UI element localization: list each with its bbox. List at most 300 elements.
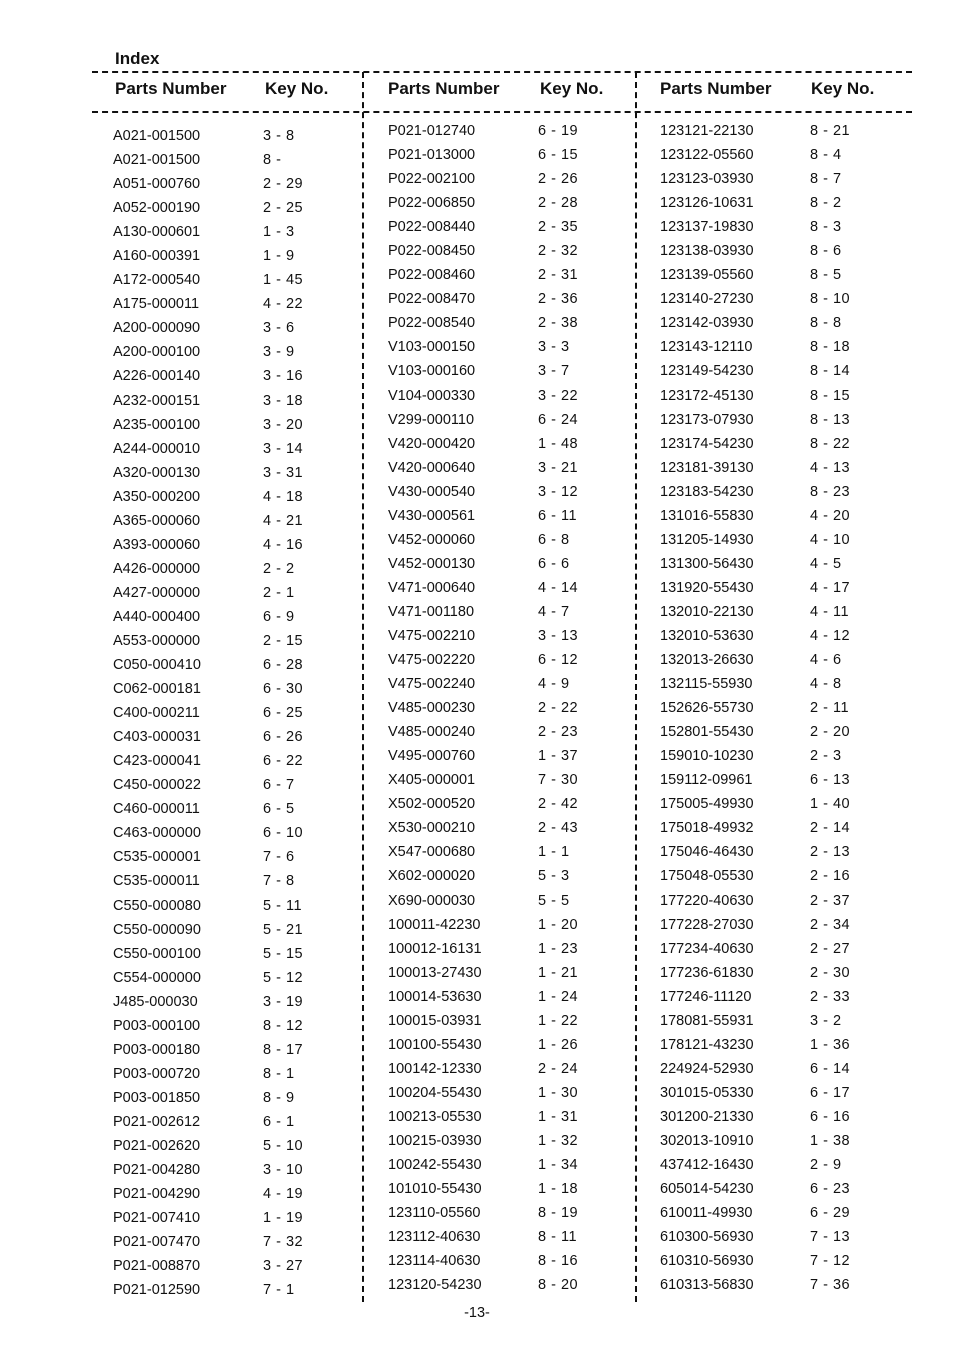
- parts-number: A175-000011: [113, 296, 200, 313]
- key-number: 1 - 30: [538, 1084, 579, 1101]
- key-number: 2 - 34: [810, 916, 851, 933]
- key-number: 4 - 13: [810, 459, 851, 476]
- key-number: 4 - 21: [263, 512, 304, 529]
- key-number: 6 - 25: [263, 705, 304, 722]
- key-number: 6 - 14: [810, 1060, 851, 1077]
- key-number: 1 - 19: [263, 1210, 304, 1227]
- parts-number: P021-013000: [388, 147, 476, 164]
- key-number: 8 - 6: [810, 243, 842, 260]
- parts-number: 131300-56430: [660, 555, 754, 572]
- key-number: 8 - 7: [810, 171, 842, 188]
- key-number: 1 - 40: [810, 796, 851, 813]
- parts-number: X502-000520: [388, 796, 476, 813]
- parts-number: 123172-45130: [660, 387, 754, 404]
- key-number: 4 - 11: [810, 603, 850, 620]
- parts-number: 123122-05560: [660, 147, 754, 164]
- key-number: 1 - 22: [538, 1012, 579, 1029]
- key-number: 3 - 12: [538, 483, 579, 500]
- parts-number: C535-000011: [113, 873, 200, 890]
- key-number: 5 - 21: [263, 921, 304, 938]
- parts-number: 131920-55430: [660, 579, 754, 596]
- key-number: 2 - 31: [538, 267, 579, 284]
- parts-number: P022-002100: [388, 171, 476, 188]
- key-number: 6 - 6: [538, 555, 570, 572]
- parts-number: A130-000601: [113, 224, 201, 241]
- key-number: 2 - 23: [538, 724, 579, 741]
- parts-number: V430-000561: [388, 507, 476, 524]
- parts-number: C550-000080: [113, 897, 201, 914]
- parts-number: V475-002240: [388, 676, 476, 693]
- key-number: 6 - 24: [538, 411, 579, 428]
- parts-number: 123114-40630: [388, 1253, 481, 1270]
- parts-number: 610011-49930: [660, 1205, 753, 1222]
- key-number: 8 - 21: [810, 123, 851, 139]
- key-number: 2 - 36: [538, 291, 579, 308]
- key-number: 6 - 10: [263, 825, 304, 842]
- key-number: 3 - 13: [538, 627, 579, 644]
- key-number: 1 - 48: [538, 435, 579, 452]
- key-number: 6 - 5: [263, 801, 295, 818]
- key-number: 1 - 26: [538, 1036, 579, 1053]
- parts-number: 100013-27430: [388, 964, 482, 981]
- key-number: 3 - 21: [538, 459, 579, 476]
- parts-number: C400-000211: [113, 705, 200, 722]
- key-number: 8 - 19: [538, 1205, 579, 1222]
- key-number: 2 - 30: [810, 964, 851, 981]
- key-number: 1 - 32: [538, 1132, 579, 1149]
- key-number: 2 - 1: [263, 584, 295, 601]
- parts-number: P021-004290: [113, 1186, 201, 1203]
- parts-number: P022-008460: [388, 267, 476, 284]
- key-number: 2 - 42: [538, 796, 579, 813]
- key-number: 4 - 22: [263, 296, 304, 313]
- key-number: 3 - 19: [263, 993, 304, 1010]
- parts-number: 123181-39130: [660, 459, 754, 476]
- parts-number: X547-000680: [388, 844, 476, 861]
- key-number: 4 - 18: [263, 488, 304, 505]
- key-number: 1 - 34: [538, 1157, 579, 1174]
- parts-number: 610300-56930: [660, 1229, 754, 1246]
- key-number: 2 - 29: [263, 176, 304, 193]
- key-number: 2 - 43: [538, 820, 579, 837]
- page-number: -13-: [464, 1305, 490, 1321]
- key-number: 2 - 37: [810, 892, 851, 909]
- header-top-rule: [92, 71, 912, 73]
- parts-number: C403-000031: [113, 729, 201, 746]
- parts-number: V495-000760: [388, 748, 476, 765]
- key-number: 7 - 13: [810, 1229, 851, 1246]
- header-bottom-rule: [92, 111, 912, 113]
- key-number: 6 - 16: [810, 1108, 851, 1125]
- parts-number: 178081-55931: [660, 1012, 754, 1029]
- key-number: 5 - 11: [263, 897, 303, 914]
- parts-number: 123121-22130: [660, 123, 754, 139]
- parts-number: A226-000140: [113, 368, 201, 385]
- parts-number: 152626-55730: [660, 700, 754, 717]
- parts-number: 177246-11120: [660, 988, 752, 1005]
- key-number: 2 - 25: [263, 200, 304, 217]
- key-number: 4 - 20: [810, 507, 851, 524]
- parts-number: 100012-16131: [388, 940, 482, 957]
- parts-number: C550-000090: [113, 921, 201, 938]
- parts-number: 123120-54230: [388, 1277, 482, 1294]
- parts-number: P021-007470: [113, 1234, 201, 1251]
- parts-number: 100142-12330: [388, 1060, 482, 1077]
- key-number: 5 - 15: [263, 945, 304, 962]
- key-number: 6 - 1: [263, 1113, 295, 1130]
- key-number: 7 - 6: [263, 849, 295, 866]
- key-number: 6 - 13: [810, 772, 851, 789]
- key-number: 7 - 8: [263, 873, 295, 890]
- key-number: 1 - 24: [538, 988, 579, 1005]
- key-number: 2 - 33: [810, 988, 851, 1005]
- parts-number: A021-001500: [113, 128, 201, 144]
- parts-number: P003-000720: [113, 1065, 201, 1082]
- key-number: 4 - 17: [810, 579, 851, 596]
- parts-number: V471-000640: [388, 579, 476, 596]
- parts-number: 132115-55930: [660, 676, 753, 693]
- key-number: 4 - 19: [263, 1186, 304, 1203]
- parts-number: 100015-03931: [388, 1012, 482, 1029]
- col1-key-no-header: Key No.: [265, 79, 329, 98]
- key-number: 2 - 15: [263, 632, 304, 649]
- key-number: 8 - 1: [263, 1065, 295, 1082]
- key-number: 6 - 22: [263, 753, 304, 770]
- parts-number: P003-001850: [113, 1089, 201, 1106]
- parts-number: A365-000060: [113, 512, 201, 529]
- key-number: 8 - 3: [810, 219, 842, 236]
- parts-number: A427-000000: [113, 584, 201, 601]
- key-number: 7 - 36: [810, 1277, 851, 1294]
- col2-key-no-header: Key No.: [540, 79, 604, 98]
- key-number: 3 - 14: [263, 440, 304, 457]
- parts-number: 152801-55430: [660, 724, 754, 741]
- parts-number: A172-000540: [113, 272, 201, 289]
- key-number: 7 - 12: [810, 1253, 851, 1270]
- key-number: 6 - 28: [263, 657, 304, 674]
- parts-number: 178121-43230: [660, 1036, 754, 1053]
- parts-number: C423-000041: [113, 753, 201, 770]
- key-number: 2 - 27: [810, 940, 851, 957]
- key-number: 8 - 23: [810, 483, 851, 500]
- parts-number: 302013-10910: [660, 1132, 754, 1149]
- parts-number: A440-000400: [113, 608, 201, 625]
- parts-number: 123149-54230: [660, 363, 754, 380]
- key-number: 1 - 31: [538, 1108, 579, 1125]
- parts-number: 123138-03930: [660, 243, 754, 260]
- key-number: 3 - 18: [263, 392, 304, 409]
- parts-number: A200-000100: [113, 344, 201, 361]
- parts-number: V103-000160: [388, 363, 476, 380]
- parts-number: P022-008440: [388, 219, 476, 236]
- key-number: 4 - 14: [538, 579, 579, 596]
- key-number: 6 - 19: [538, 123, 579, 139]
- parts-number: 123139-05560: [660, 267, 754, 284]
- key-number: 2 - 22: [538, 700, 579, 717]
- key-number: 7 - 30: [538, 772, 579, 789]
- parts-number: C554-000000: [113, 969, 201, 986]
- key-number: 8 -: [263, 152, 282, 169]
- key-number: 6 - 8: [538, 531, 570, 548]
- key-number: 3 - 7: [538, 363, 570, 380]
- col3-parts-number-header: Parts Number: [660, 79, 772, 98]
- column-divider-2: [635, 72, 637, 1302]
- parts-number: X690-000030: [388, 892, 476, 909]
- parts-number: 177236-61830: [660, 964, 754, 981]
- parts-number: X530-000210: [388, 820, 476, 837]
- column-divider-1: [362, 72, 364, 1302]
- parts-number: 123123-03930: [660, 171, 754, 188]
- parts-number: 123174-54230: [660, 435, 754, 452]
- key-number: 2 - 24: [538, 1060, 579, 1077]
- key-number: 4 - 6: [810, 652, 842, 669]
- col1-parts-number-header: Parts Number: [115, 79, 227, 98]
- parts-number: 301200-21330: [660, 1108, 754, 1125]
- key-number: 2 - 28: [538, 195, 579, 212]
- key-number: 5 - 5: [538, 892, 570, 909]
- parts-number: C050-000410: [113, 657, 201, 674]
- parts-number: P021-007410: [113, 1210, 201, 1227]
- key-number: 1 - 45: [263, 272, 304, 289]
- key-number: 1 - 37: [538, 748, 579, 765]
- parts-number: P022-008470: [388, 291, 476, 308]
- parts-number: 123126-10631: [660, 195, 754, 212]
- key-number: 8 - 10: [810, 291, 851, 308]
- parts-number: A051-000760: [113, 176, 201, 193]
- key-number: 4 - 10: [810, 531, 851, 548]
- parts-number: V475-002210: [388, 627, 476, 644]
- key-number: 4 - 7: [538, 603, 570, 620]
- key-number: 1 - 36: [810, 1036, 851, 1053]
- parts-number: 123173-07930: [660, 411, 754, 428]
- key-number: 4 - 9: [538, 676, 570, 693]
- parts-number: V452-000060: [388, 531, 476, 548]
- parts-number: A393-000060: [113, 536, 201, 553]
- parts-number: 301015-05330: [660, 1084, 754, 1101]
- key-number: 3 - 16: [263, 368, 304, 385]
- key-number: 8 - 18: [810, 339, 851, 356]
- key-number: 6 - 17: [810, 1084, 851, 1101]
- key-number: 1 - 20: [538, 916, 579, 933]
- parts-number: 610313-56830: [660, 1277, 754, 1294]
- parts-number: 175046-46430: [660, 844, 754, 861]
- key-number: 5 - 3: [538, 868, 570, 885]
- parts-number: P021-002620: [113, 1137, 201, 1154]
- key-number: 8 - 22: [810, 435, 851, 452]
- key-number: 6 - 23: [810, 1181, 851, 1198]
- parts-number: P022-008540: [388, 315, 476, 332]
- parts-number: 175018-49932: [660, 820, 754, 837]
- parts-number: 224924-52930: [660, 1060, 754, 1077]
- parts-number: V420-000640: [388, 459, 476, 476]
- parts-number: 123142-03930: [660, 315, 754, 332]
- key-number: 1 - 38: [810, 1132, 851, 1149]
- parts-number: C463-000000: [113, 825, 201, 842]
- parts-number: C550-000100: [113, 945, 201, 962]
- parts-number: 132010-22130: [660, 603, 754, 620]
- parts-number: 100204-55430: [388, 1084, 482, 1101]
- parts-number: 159112-09961: [660, 772, 753, 789]
- key-number: 6 - 29: [810, 1205, 851, 1222]
- key-number: 2 - 11: [810, 700, 850, 717]
- parts-number: P022-008450: [388, 243, 476, 260]
- key-number: 4 - 16: [263, 536, 304, 553]
- key-number: 3 - 9: [263, 344, 295, 361]
- parts-number: A200-000090: [113, 320, 201, 337]
- key-number: 4 - 12: [810, 627, 851, 644]
- key-number: 3 - 10: [263, 1162, 304, 1179]
- parts-number: V471-001180: [388, 603, 475, 620]
- key-number: 2 - 14: [810, 820, 851, 837]
- key-number: 6 - 15: [538, 147, 579, 164]
- col3-key-no-header: Key No.: [811, 79, 875, 98]
- parts-number: A160-000391: [113, 248, 201, 265]
- key-number: 1 - 18: [538, 1181, 579, 1198]
- parts-number: 100215-03930: [388, 1132, 482, 1149]
- col2-parts-number-header: Parts Number: [388, 79, 500, 98]
- parts-number: 123137-19830: [660, 219, 754, 236]
- key-number: 3 - 27: [263, 1258, 304, 1275]
- parts-number: P021-012740: [388, 123, 476, 139]
- key-number: 4 - 8: [810, 676, 842, 693]
- key-number: 8 - 16: [538, 1253, 579, 1270]
- parts-number: C450-000022: [113, 777, 201, 794]
- key-number: 5 - 10: [263, 1137, 304, 1154]
- key-number: 3 - 22: [538, 387, 579, 404]
- page-title: Index: [115, 49, 160, 68]
- key-number: 6 - 7: [263, 777, 295, 794]
- key-number: 7 - 32: [263, 1234, 304, 1251]
- parts-number: 177220-40630: [660, 892, 754, 909]
- parts-number: P003-000100: [113, 1017, 201, 1034]
- key-number: 6 - 12: [538, 652, 579, 669]
- key-number: 2 - 26: [538, 171, 579, 188]
- parts-number: V430-000540: [388, 483, 476, 500]
- parts-number: P021-004280: [113, 1162, 201, 1179]
- parts-number: 175048-05530: [660, 868, 754, 885]
- parts-number: X405-000001: [388, 772, 476, 789]
- key-number: 3 - 6: [263, 320, 295, 337]
- key-number: 2 - 2: [263, 560, 295, 577]
- parts-number: A350-000200: [113, 488, 201, 505]
- key-number: 2 - 38: [538, 315, 579, 332]
- parts-number: V103-000150: [388, 339, 476, 356]
- parts-number: 175005-49930: [660, 796, 754, 813]
- parts-number: A426-000000: [113, 560, 201, 577]
- parts-number: V104-000330: [388, 387, 476, 404]
- parts-number: X602-000020: [388, 868, 476, 885]
- parts-number: 610310-56930: [660, 1253, 754, 1270]
- parts-number: 177234-40630: [660, 940, 754, 957]
- parts-number: P021-002612: [113, 1113, 201, 1130]
- key-number: 1 - 3: [263, 224, 295, 241]
- parts-number: P022-006850: [388, 195, 476, 212]
- key-number: 1 - 23: [538, 940, 579, 957]
- parts-number: P003-000180: [113, 1041, 201, 1058]
- parts-number: 123112-40630: [388, 1229, 481, 1246]
- parts-number: V452-000130: [388, 555, 476, 572]
- parts-number: 605014-54230: [660, 1181, 754, 1198]
- parts-number: 131016-55830: [660, 507, 754, 524]
- key-number: 8 - 9: [263, 1089, 295, 1106]
- parts-number: A052-000190: [113, 200, 201, 217]
- parts-number: C062-000181: [113, 681, 201, 698]
- key-number: 8 - 15: [810, 387, 851, 404]
- key-number: 5 - 12: [263, 969, 304, 986]
- key-number: 3 - 3: [538, 339, 570, 356]
- parts-number: P021-008870: [113, 1258, 201, 1275]
- key-number: 8 - 14: [810, 363, 851, 380]
- parts-number: 132010-53630: [660, 627, 754, 644]
- parts-number: C460-000011: [113, 801, 200, 818]
- key-number: 2 - 3: [810, 748, 842, 765]
- key-number: 4 - 5: [810, 555, 842, 572]
- parts-number: 100100-55430: [388, 1036, 482, 1053]
- parts-number: V420-000420: [388, 435, 476, 452]
- key-number: 3 - 20: [263, 416, 304, 433]
- key-number: 2 - 20: [810, 724, 851, 741]
- parts-number: A235-000100: [113, 416, 201, 433]
- key-number: 8 - 13: [810, 411, 851, 428]
- parts-number: 132013-26630: [660, 652, 754, 669]
- key-number: 8 - 5: [810, 267, 842, 284]
- key-number: 2 - 13: [810, 844, 851, 861]
- parts-number: A553-000000: [113, 632, 201, 649]
- key-number: 8 - 4: [810, 147, 842, 164]
- parts-number: V485-000240: [388, 724, 476, 741]
- key-number: 2 - 9: [810, 1157, 842, 1174]
- key-number: 6 - 26: [263, 729, 304, 746]
- key-number: 3 - 31: [263, 464, 304, 481]
- key-number: 2 - 32: [538, 243, 579, 260]
- parts-number: A021-001500: [113, 152, 201, 169]
- parts-number: A320-000130: [113, 464, 201, 481]
- key-number: 3 - 2: [810, 1012, 842, 1029]
- key-number: 6 - 30: [263, 681, 304, 698]
- parts-number: 100242-55430: [388, 1157, 482, 1174]
- key-number: 1 - 21: [538, 964, 579, 981]
- parts-number: 100011-42230: [388, 916, 481, 933]
- key-number: 2 - 35: [538, 219, 579, 236]
- key-number: 7 - 1: [263, 1282, 295, 1299]
- key-number: 6 - 11: [538, 507, 578, 524]
- parts-number: V299-000110: [388, 411, 475, 428]
- key-number: 2 - 16: [810, 868, 851, 885]
- parts-number: 159010-10230: [660, 748, 754, 765]
- parts-number: 177228-27030: [660, 916, 754, 933]
- key-number: 1 - 1: [538, 844, 570, 861]
- parts-number: 123140-27230: [660, 291, 754, 308]
- parts-number: 123183-54230: [660, 483, 754, 500]
- parts-number: 437412-16430: [660, 1157, 754, 1174]
- parts-number: V485-000230: [388, 700, 476, 717]
- parts-number: 123110-05560: [388, 1205, 481, 1222]
- parts-number: P021-012590: [113, 1282, 201, 1299]
- parts-number: J485-000030: [113, 993, 198, 1010]
- parts-number: A244-000010: [113, 440, 201, 457]
- parts-number: A232-000151: [113, 392, 201, 409]
- parts-number: 123143-12110: [660, 339, 753, 356]
- key-number: 8 - 20: [538, 1277, 579, 1294]
- key-number: 8 - 12: [263, 1017, 304, 1034]
- parts-number: V475-002220: [388, 652, 476, 669]
- parts-number: C535-000001: [113, 849, 201, 866]
- key-number: 8 - 8: [810, 315, 842, 332]
- key-number: 1 - 9: [263, 248, 295, 265]
- key-number: 6 - 9: [263, 608, 295, 625]
- parts-number: 100014-53630: [388, 988, 482, 1005]
- key-number: 8 - 11: [538, 1229, 578, 1246]
